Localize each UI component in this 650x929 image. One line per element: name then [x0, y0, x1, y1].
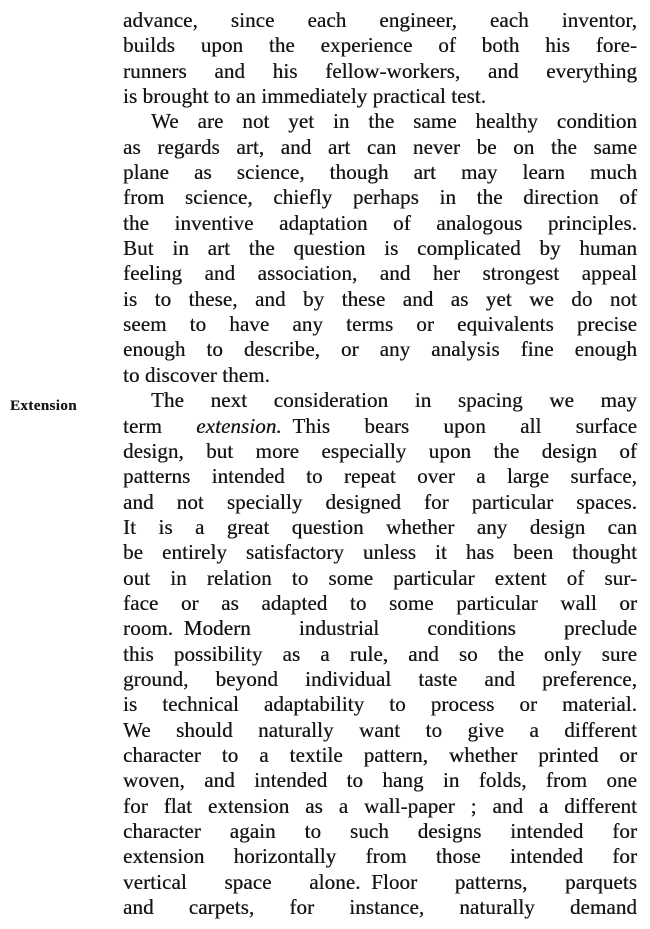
text-line	[123, 895, 637, 920]
text-line	[123, 8, 637, 33]
text-line	[123, 363, 637, 388]
text-segment: as regards art, and art can never be on the same	[123, 134, 637, 159]
text-line	[123, 84, 637, 109]
text-line	[123, 236, 637, 261]
text-segment: is brought to an immediately practical test.	[123, 84, 487, 109]
text-segment: out in relation to some particular extent of sur-	[123, 565, 637, 590]
text-line	[123, 337, 637, 362]
text-segment: patterns intended to repeat over a large surface,	[123, 464, 637, 489]
text-line	[123, 33, 637, 58]
text-segment: The next consideration in spacing we may	[151, 388, 637, 413]
text-line	[123, 743, 637, 768]
text-segment: extension horizontally from those intended for	[123, 844, 637, 869]
text-line	[123, 591, 637, 616]
text-line	[123, 109, 637, 134]
text-segment: ground, beyond individual taste and preference,	[123, 666, 637, 691]
text-segment: We are not yet in the same healthy condition	[151, 109, 637, 134]
text-line	[123, 59, 637, 84]
text-line	[123, 642, 637, 667]
text-line	[123, 312, 637, 337]
text-segment: character again to such designs intended for	[123, 819, 637, 843]
text-column	[123, 8, 637, 920]
text-line	[123, 464, 637, 489]
text-segment: term	[123, 413, 197, 438]
text-line	[123, 439, 637, 464]
text-segment: be entirely satisfactory unless it has been thought	[123, 540, 637, 565]
text-segment: enough to describe, or any analysis fine enough	[123, 337, 637, 362]
text-segment: this possibility as a rule, and so the only sure	[123, 641, 637, 666]
text-segment: It is a great question whether any design can	[123, 514, 637, 539]
text-segment: is to these, and by these and as yet we do not	[123, 286, 637, 311]
text-segment: room. Modern industrial conditions preclude	[123, 616, 637, 641]
text-segment: But in art the question is complicated by human	[123, 236, 637, 261]
text-line	[123, 566, 637, 591]
text-line	[123, 185, 637, 210]
text-segment: and not specially designed for particular spaces.	[123, 489, 637, 514]
text-segment: and carpets, for instance, naturally demand	[123, 895, 637, 920]
text-segment: to discover them.	[123, 362, 270, 387]
text-segment: vertical space alone. Floor patterns, parquets	[123, 869, 637, 894]
text-line	[123, 768, 637, 793]
text-line	[123, 794, 637, 819]
text-segment: character to a textile pattern, whether printed or	[123, 742, 637, 767]
text-segment: design, but more especially upon the design of	[123, 438, 637, 463]
text-segment: feeling and association, and her strongest appeal	[123, 261, 637, 286]
text-segment: We should naturally want to give a different	[123, 717, 637, 742]
text-line	[123, 490, 637, 515]
text-segment: for flat extension as a wall-paper ; and a different	[123, 793, 637, 818]
text-segment: from science, chiefly perhaps in the direction of	[123, 185, 637, 210]
text-line	[123, 819, 637, 844]
text-line	[123, 414, 637, 439]
text-line	[123, 211, 637, 236]
text-line	[123, 870, 637, 895]
text-line	[123, 667, 637, 692]
italic-term: extension.	[196, 413, 282, 438]
text-segment: advance, since each engineer, each inventor,	[123, 8, 637, 32]
text-segment: builds upon the experience of both his fore-	[123, 33, 637, 58]
text-segment: seem to have any terms or equivalents precise	[123, 312, 637, 337]
text-segment: This bears upon all surface	[281, 413, 637, 438]
text-line	[123, 540, 637, 565]
text-line	[123, 844, 637, 869]
text-segment: runners and his fellow-workers, and everything	[123, 58, 637, 83]
text-line	[123, 135, 637, 160]
text-segment: the inventive adaptation of analogous principles.	[123, 210, 637, 235]
text-line	[123, 616, 637, 641]
text-segment: face or as adapted to some particular wall or	[123, 590, 637, 615]
text-line	[123, 261, 637, 286]
text-segment: is technical adaptability to process or material.	[123, 692, 637, 717]
text-line	[123, 515, 637, 540]
margin-note: Extension	[10, 398, 77, 414]
text-segment: plane as science, though art may learn much	[123, 160, 637, 185]
text-line	[123, 388, 637, 413]
text-line	[123, 287, 637, 312]
text-line	[123, 692, 637, 717]
text-line	[123, 160, 637, 185]
text-segment: woven, and intended to hang in folds, from one	[123, 768, 637, 793]
text-line	[123, 718, 637, 743]
